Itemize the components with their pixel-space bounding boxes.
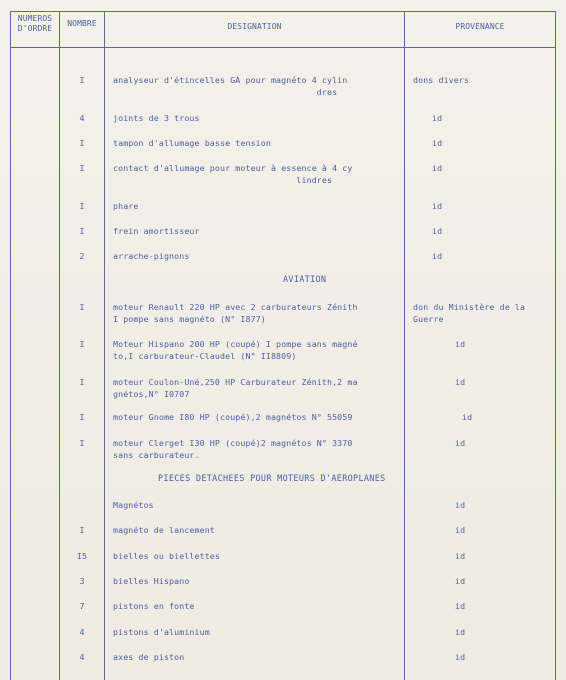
row-12-qty: I	[79, 412, 85, 422]
row-5-designation: phare	[113, 201, 139, 211]
row-6-designation: frein amortisseur	[113, 226, 200, 236]
row-17-qty: I5	[76, 551, 88, 561]
row-9-provenance: don du Ministère de la Guerre	[413, 302, 526, 324]
row-18-qty: 3	[79, 576, 85, 586]
row-10-qty: I	[79, 339, 85, 349]
row-5-provenance: id	[432, 201, 443, 211]
row-3-provenance: id	[432, 138, 443, 148]
row-3-designation: tampon d'allumage basse tension	[113, 138, 271, 148]
header-designation: DESIGNATION	[227, 22, 282, 31]
row-15-provenance: id	[455, 500, 466, 510]
row-11-provenance: id	[455, 377, 466, 387]
row-18-designation: bielles Hispano	[113, 576, 190, 586]
row-3-qty: I	[79, 138, 85, 148]
row-17-designation: bielles ou biellettes	[113, 551, 220, 561]
row-1-qty: I	[79, 75, 85, 85]
row-13-designation: moteur Clerget I30 HP (coupé)2 magnétos N° 3370 sans carburateur.	[113, 438, 353, 460]
row-12-designation: moteur Gnome I80 HP (coupé),2 magnétos N° 55059	[113, 412, 353, 422]
row-20-designation: pistons d'aluminium	[113, 627, 210, 637]
row-1-provenance: dons divers	[413, 75, 470, 85]
row-20-qty: 4	[79, 627, 85, 637]
section-pieces-detachees: PIECES DETACHEES POUR MOTEURS D'AEROPLANES	[158, 474, 386, 484]
row-6-qty: I	[79, 226, 85, 236]
row-10-designation: Moteur Hispano 200 HP (coupé) I pompe sans magné to,I carburateur-Claudel (N° II8809)	[113, 339, 358, 361]
row-19-qty: 7	[79, 601, 85, 611]
row-12-provenance: id	[462, 412, 473, 422]
row-4-designation: contact d'allumage pour moteur à essence à 4 cy lindres	[113, 163, 353, 185]
row-21-provenance: id	[455, 652, 466, 662]
header-count: NOMBRE	[67, 19, 97, 28]
row-19-designation: pistons en fonte	[113, 601, 195, 611]
row-18-provenance: id	[455, 576, 466, 586]
row-7-qty: 2	[79, 251, 85, 261]
section-aviation: AVIATION	[283, 275, 327, 285]
row-2-qty: 4	[79, 113, 85, 123]
row-6-provenance: id	[432, 226, 443, 236]
rule-header-bottom	[10, 47, 556, 48]
row-20-provenance: id	[455, 627, 466, 637]
row-16-qty: I	[79, 525, 85, 535]
row-16-provenance: id	[455, 525, 466, 535]
row-21-qty: 4	[79, 652, 85, 662]
row-7-provenance: id	[432, 251, 443, 261]
row-4-provenance: id	[432, 163, 443, 173]
row-19-provenance: id	[455, 601, 466, 611]
row-5-qty: I	[79, 201, 85, 211]
row-9-qty: I	[79, 302, 85, 312]
rule-left	[10, 11, 11, 680]
row-17-provenance: id	[455, 551, 466, 561]
row-7-designation: arrache-pignons	[113, 251, 190, 261]
row-11-qty: I	[79, 377, 85, 387]
row-11-designation: moteur Coulon-Uné,250 HP Carburateur Zénith,2 ma gnétos,N° I0707	[113, 377, 358, 399]
row-10-provenance: id	[455, 339, 466, 349]
header-order: NUMEROS D'ORDRE	[17, 14, 53, 33]
row-2-provenance: id	[432, 113, 443, 123]
rule-top	[10, 11, 556, 12]
header-provenance: PROVENANCE	[455, 22, 505, 31]
row-13-qty: I	[79, 438, 85, 448]
rule-col3	[404, 11, 405, 680]
rule-right	[555, 11, 556, 680]
row-4-qty: I	[79, 163, 85, 173]
rule-col2	[104, 11, 105, 680]
row-16-designation: magnéto de lancement	[113, 525, 215, 535]
row-21-designation: axes de piston	[113, 652, 185, 662]
row-15-designation: Magnétos	[113, 500, 154, 510]
row-1-designation: analyseur d'étincelles GA pour magnéto 4 cylin dres	[113, 75, 348, 97]
row-2-designation: joints de 3 trous	[113, 113, 200, 123]
row-9-designation: moteur Renault 220 HP avec 2 carburateurs Zénith I pompe sans magnéto (N° I877)	[113, 302, 358, 324]
row-13-provenance: id	[455, 438, 466, 448]
